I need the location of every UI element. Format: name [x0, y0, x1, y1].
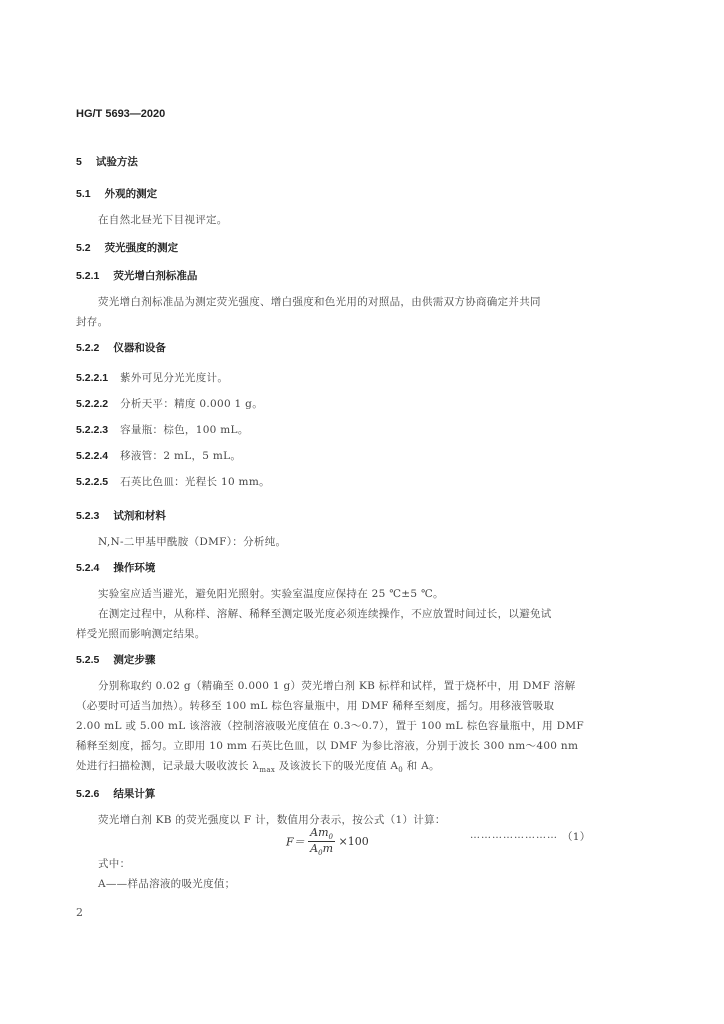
- item-5-2-2-5: [76, 470, 270, 489]
- subscript: max: [259, 766, 276, 775]
- denominator-text: A: [310, 842, 319, 856]
- paragraph-5-2-5-line5: [76, 758, 440, 774]
- heading-5-1: [76, 186, 157, 201]
- item-number: 5.2.2.5: [76, 476, 109, 488]
- formula-fraction: [308, 826, 335, 857]
- paragraph-5-2-5-line2: （必要时可适当加热）。转移至 100 mL 棕色容量瓶中，用 DMF 稀释至刻度，摇匀。用移液管吸取: [76, 700, 555, 712]
- item-5-2-2-2: [76, 392, 263, 411]
- heading-5: [76, 154, 138, 169]
- heading-number: 5.2.6: [76, 788, 100, 800]
- item-number: 5.2.2.2: [76, 398, 109, 410]
- heading-number: 5.2.3: [76, 510, 100, 522]
- subscript: 0: [398, 766, 404, 775]
- heading-number: 5.1: [76, 188, 91, 200]
- heading-5-2: [76, 240, 178, 255]
- heading-number: 5: [76, 156, 82, 168]
- item-text: 紫外可见分光光度计。: [120, 372, 229, 384]
- where-item-a: A——样品溶液的吸光度值；: [98, 878, 236, 890]
- formula-lhs: F＝: [286, 835, 305, 849]
- heading-title: 荧光强度的测定: [104, 242, 179, 254]
- formula-rhs: ×100: [338, 835, 369, 849]
- heading-title: 试剂和材料: [113, 510, 166, 522]
- where-label: 式中：: [98, 858, 131, 870]
- paragraph-5-2-4-line3: 样受光照而影响测定结果。: [76, 628, 206, 640]
- item-number: 5.2.2.4: [76, 450, 109, 462]
- heading-5-2-1: [76, 268, 197, 283]
- item-5-2-2-4: [76, 444, 241, 463]
- heading-title: 操作环境: [113, 562, 156, 574]
- denominator-text: m: [322, 842, 333, 856]
- text-segment: 及该波长下的吸光度值 A: [275, 760, 399, 772]
- subscript: 0: [318, 849, 323, 858]
- heading-title: 试验方法: [95, 156, 138, 168]
- paragraph-5-2-5-line4: 稀释至刻度，摇匀。立即用 10 mm 石英比色皿，以 DMF 为参比溶液，分别于波长 300 nm～400 nm: [76, 740, 579, 752]
- paragraph-5-2-5-line1: 分别称取约 0.02 g（精确至 0.000 1 g）荧光增白剂 KB 标样和试样，置于烧杯中，用 DMF 溶解: [98, 680, 576, 692]
- heading-5-2-4: [76, 560, 155, 575]
- item-text: 分析天平：精度 0.000 1 g。: [120, 398, 263, 410]
- item-5-2-2-1: [76, 366, 228, 385]
- text-segment: 处进行扫描检测，记录最大吸收波长 λ: [76, 760, 260, 772]
- standard-number: HG/T 5693—2020: [76, 108, 166, 120]
- subscript: 0: [328, 833, 333, 842]
- formula-leader-dots: ……………………: [470, 830, 558, 841]
- item-number: 5.2.2.1: [76, 372, 109, 384]
- item-5-2-2-3: [76, 418, 249, 437]
- paragraph-5-1: 在自然北昼光下目视评定。: [98, 214, 228, 226]
- page-number: 2: [76, 906, 83, 919]
- paragraph-5-2-6: 荧光增白剂 KB 的荧光强度以 F 计，数值用分表示，按公式（1）计算：: [98, 814, 446, 826]
- heading-number: 5.2.4: [76, 562, 100, 574]
- text-segment: 和 A。: [403, 760, 440, 772]
- formula-label: （1）: [562, 831, 591, 843]
- heading-title: 外观的测定: [104, 188, 158, 200]
- heading-number: 5.2.5: [76, 654, 100, 666]
- paragraph-5-2-1-line1: 荧光增白剂标准品为测定荧光强度、增白强度和色光用的对照品，由供需双方协商确定并共同: [98, 296, 541, 308]
- heading-number: 5.2.1: [76, 270, 100, 282]
- paragraph-5-2-3: N,N-二甲基甲酰胺（DMF）：分析纯。: [98, 536, 287, 548]
- item-text: 容量瓶：棕色，100 mL。: [120, 424, 249, 436]
- heading-number: 5.2.2: [76, 342, 100, 354]
- paragraph-5-2-4-line2: 在测定过程中，从称样、溶解、稀释至测定吸光度必须连续操作，不应放置时间过长，以避免试: [98, 608, 552, 620]
- heading-5-2-6: [76, 786, 155, 801]
- heading-5-2-5: [76, 652, 155, 667]
- paragraph-5-2-4-line1: 实验室应适当避光，避免阳光照射。实验室温度应保持在 25 ℃±5 ℃。: [98, 588, 444, 600]
- paragraph-5-2-5-line3: 2.00 mL 或 5.00 mL 该溶液（控制溶液吸光度值在 0.3～0.7），置于 100 mL 棕色容量瓶中，用 DMF: [76, 720, 584, 732]
- item-text: 石英比色皿：光程长 10 mm。: [120, 476, 270, 488]
- heading-title: 荧光增白剂标准品: [113, 270, 198, 282]
- formula-1: [286, 826, 369, 857]
- numerator-text: Am: [310, 826, 329, 839]
- heading-title: 仪器和设备: [113, 342, 166, 354]
- formula-numerator: [308, 826, 335, 842]
- heading-5-2-3: [76, 508, 166, 523]
- item-text: 移液管：2 mL，5 mL。: [120, 450, 242, 462]
- heading-title: 结果计算: [113, 788, 156, 800]
- formula-denominator: [308, 842, 335, 857]
- item-number: 5.2.2.3: [76, 424, 109, 436]
- paragraph-5-2-1-line2: 封存。: [76, 316, 109, 328]
- heading-5-2-2: [76, 340, 166, 355]
- heading-number: 5.2: [76, 242, 91, 254]
- heading-title: 测定步骤: [113, 654, 156, 666]
